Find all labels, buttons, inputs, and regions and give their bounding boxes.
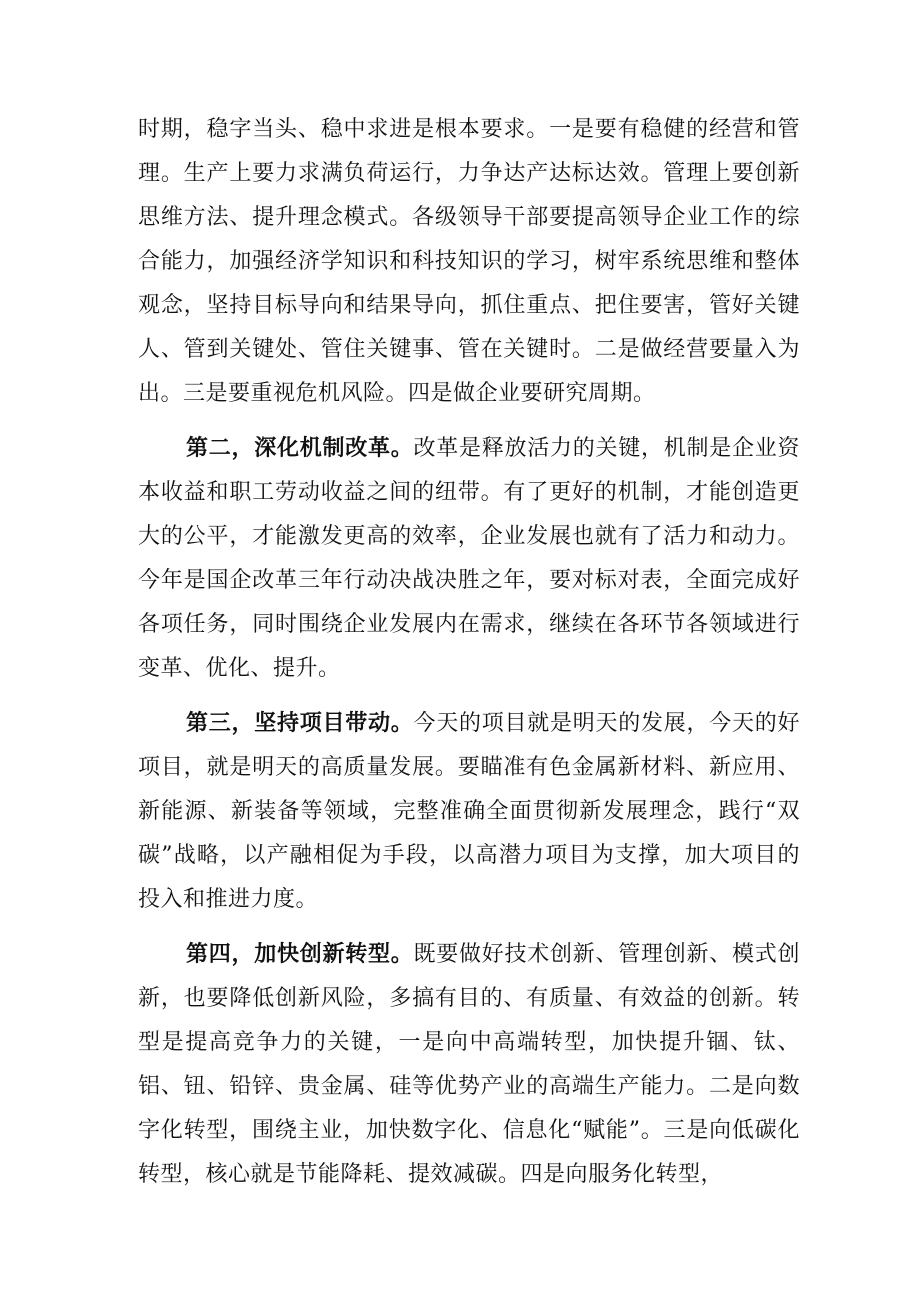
paragraph-innovation-transformation xyxy=(138,933,800,1197)
paragraph-continuation xyxy=(138,108,800,416)
paragraph-text: 改革是释放活力的关键，机制是企业资本收益和职工劳动收益之间的纽带。有了更好的机制，才能创造更大的公平，才能激发更高的效率，企业发展也就有了活力和动力。今年是国企改革三年行动决战决胜之年，要对标对表，全面完成好各项任务，同时围绕企业发展内在需求，继续在各环节各领域进行变革、优化、提升。 xyxy=(138,436,800,681)
paragraph-heading: 第二，深化机制改革。 xyxy=(186,436,414,461)
paragraph-project-driven xyxy=(138,702,800,922)
paragraph-text: 既要做好技术创新、管理创新、模式创新，也要降低创新风险，多搞有目的、有质量、有效益的创新。转型是提高竞争力的关键，一是向中高端转型，加快提升锢、钛、铝、钮、铅锌、贵金属、硅等优势产业的高端生产能力。二是向数字化转型，围绕主业，加快数字化、信息化“赋能”。三是向低碳化转型，核心就是节能降耗、提效减碳。四是向服务化转型， xyxy=(138,942,800,1187)
document-body xyxy=(138,108,800,1208)
paragraph-text: 时期，稳字当头、稳中求进是根本要求。一是要有稳健的经营和管理。生产上要力求满负荷运行，力争达产达标达效。管理上要创新思维方法、提升理念模式。各级领导干部要提高领导企业工作的综合能力，加强经济学知识和科技知识的学习，树牢系统思维和整体观念，坚持目标导向和结果导向，抓住重点、把住要害，管好关键人、管到关键处、管住关键事、管在关键时。二是做经营要量入为出。三是要重视危机风险。四是做企业要研究周期。 xyxy=(138,117,800,406)
paragraph-text: 今天的项目就是明天的发展，今天的好项目，就是明天的高质量发展。要瞄准有色金属新材料、新应用、新能源、新装备等领域，完整准确全面贯彻新发展理念，践行“双碳”战略，以产融相促为手段，以高潜力项目为支撑，加大项目的投入和推进力度。 xyxy=(138,711,800,912)
paragraph-heading: 第四，加快创新转型。 xyxy=(186,942,414,967)
paragraph-heading: 第三，坚持项目带动。 xyxy=(186,711,414,736)
paragraph-mechanism-reform xyxy=(138,427,800,691)
